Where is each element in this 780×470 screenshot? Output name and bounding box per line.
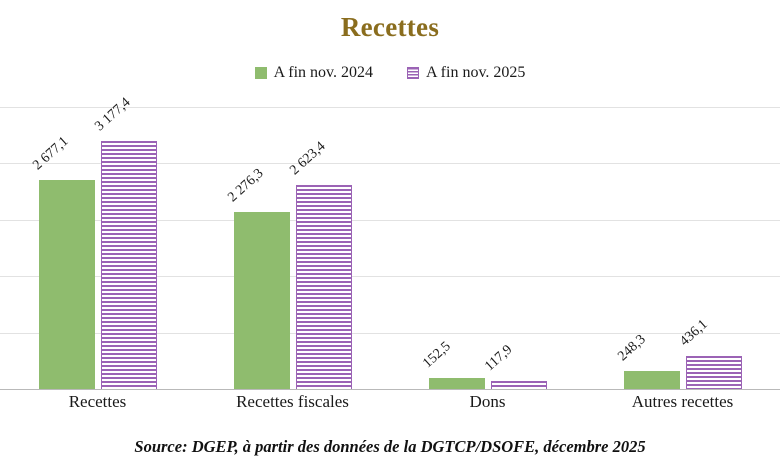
bar-value-label: 117,9 [481, 342, 515, 375]
bar-group [390, 108, 585, 390]
category-axis-labels [0, 392, 780, 422]
chart-legend [0, 64, 780, 82]
bar-group [585, 108, 780, 390]
category-label: Recettes fiscales [236, 392, 349, 411]
bar-value-label: 2 276,3 [224, 165, 267, 205]
legend-item-series-1[interactable] [407, 64, 525, 82]
category-label: Dons [469, 392, 506, 411]
bar-group [195, 108, 390, 390]
category-label: Autres recettes [631, 392, 734, 411]
source-note: Source: DGEP, à partir des données de la DGTCP/DSOFE, décembre 2025 [134, 437, 646, 456]
bar-value-label: 152,5 [419, 339, 454, 372]
bar-series-1[interactable] [101, 141, 157, 390]
legend-label-series-0: A fin nov. 2024 [273, 64, 373, 81]
plot-area [0, 95, 780, 390]
bar-series-0[interactable] [39, 180, 95, 390]
legend-swatch-series-0 [255, 67, 267, 79]
chart-title: Recettes [340, 12, 440, 42]
category-label: Recettes [68, 392, 127, 411]
legend-item-series-0[interactable] [255, 64, 373, 82]
legend-swatch-series-1 [407, 67, 419, 79]
bar-series-0[interactable] [234, 212, 290, 390]
bar-value-label: 436,1 [676, 316, 711, 350]
bar-series-1[interactable] [296, 185, 352, 390]
bar-series-1[interactable] [686, 356, 742, 390]
legend-label-series-1: A fin nov. 2025 [426, 64, 526, 81]
bar-group [0, 95, 195, 390]
bar-value-label: 3 177,4 [91, 95, 134, 135]
bar-value-label: 2 677,1 [29, 134, 72, 174]
bar-value-label: 248,3 [614, 331, 649, 364]
x-axis-line [0, 389, 780, 390]
bar-series-0[interactable] [624, 371, 680, 390]
bar-value-label: 2 623,4 [286, 138, 329, 178]
